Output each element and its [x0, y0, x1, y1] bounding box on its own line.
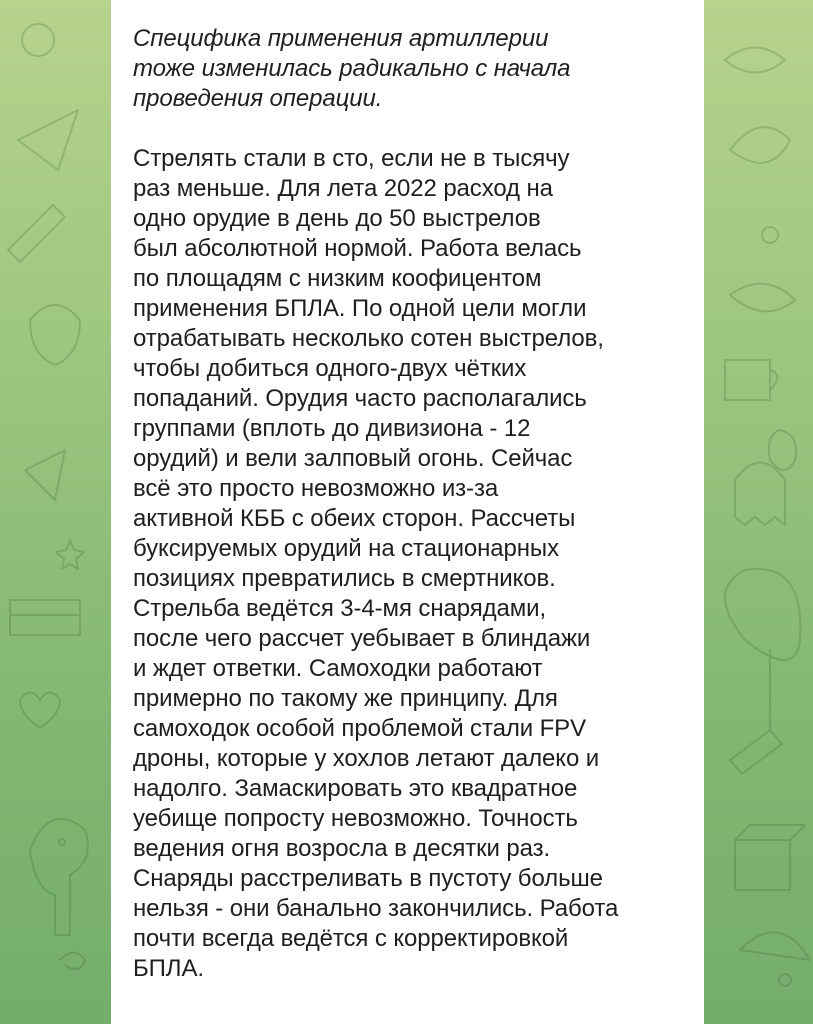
doodle-cat [30, 305, 80, 365]
message-bubble[interactable] [111, 0, 704, 1024]
doodle-dot-ring [779, 974, 791, 986]
doodle-heart [20, 693, 60, 729]
doodle-fish [730, 284, 795, 312]
doodle-flashlight [730, 730, 782, 774]
doodle-pencil [8, 205, 65, 262]
message-title: Специфика применения артиллерии тоже изменилась радикально с начала проведения операции. [133, 25, 571, 112]
doodle-circle [22, 24, 54, 56]
doodle-cake [10, 600, 80, 635]
doodle-strawberry [769, 430, 796, 470]
doodle-eye [59, 839, 65, 845]
doodle-paw [762, 227, 778, 243]
doodle-mug [725, 360, 778, 400]
doodle-swirl [60, 953, 85, 970]
doodle-balloon [725, 569, 800, 730]
doodle-dino [30, 819, 88, 935]
doodle-star [56, 540, 84, 569]
message-body: Стрелять стали в сто, если не в тысячу раз меньше. Для лета 2022 расход на одно орудие в день до 50 выстрелов был абсолютной нормой. Работа велась по площадям с низким коофицентом применения БПЛА. По одной цели могли отрабатывать несколько сотен выстрелов, чтобы добиться одного-двух чётких попаданий. Орудия часто располагались группами (вплоть до дивизиона - 12 орудий) и вели залповый огонь. Сейчас всё это просто невозможно из-за активной КББ с обеих сторон. Рассчеты буксируемых орудий на стационарных позициях превратились в смертников. Стрельба ведётся 3-4-мя снарядами, после чего рассчет уебывает в блиндажи и ждет ответки. Самоходки работают примерно по такому же принципу. Для самоходок особой проблемой стали FPV дроны, которые у хохлов летают далеко и надолго. Замаскировать это квадратное уебище попросту невозможно. Точность ведения огня возросла в десятки раз. Снаряды расстреливать в пустоту больше нельзя - они банально закончились. Работа почти всегда ведётся с корректировкой БПЛА. [133, 145, 619, 982]
doodle-pizza [18, 110, 78, 170]
doodle-leaf [730, 127, 790, 163]
doodle-ghost [735, 463, 785, 526]
paragraph-spacer [133, 114, 684, 144]
doodle-pizza-slice [740, 932, 810, 960]
doodle-cone [25, 450, 65, 500]
doodle-tea-cup [725, 48, 785, 73]
doodle-box [735, 825, 805, 890]
